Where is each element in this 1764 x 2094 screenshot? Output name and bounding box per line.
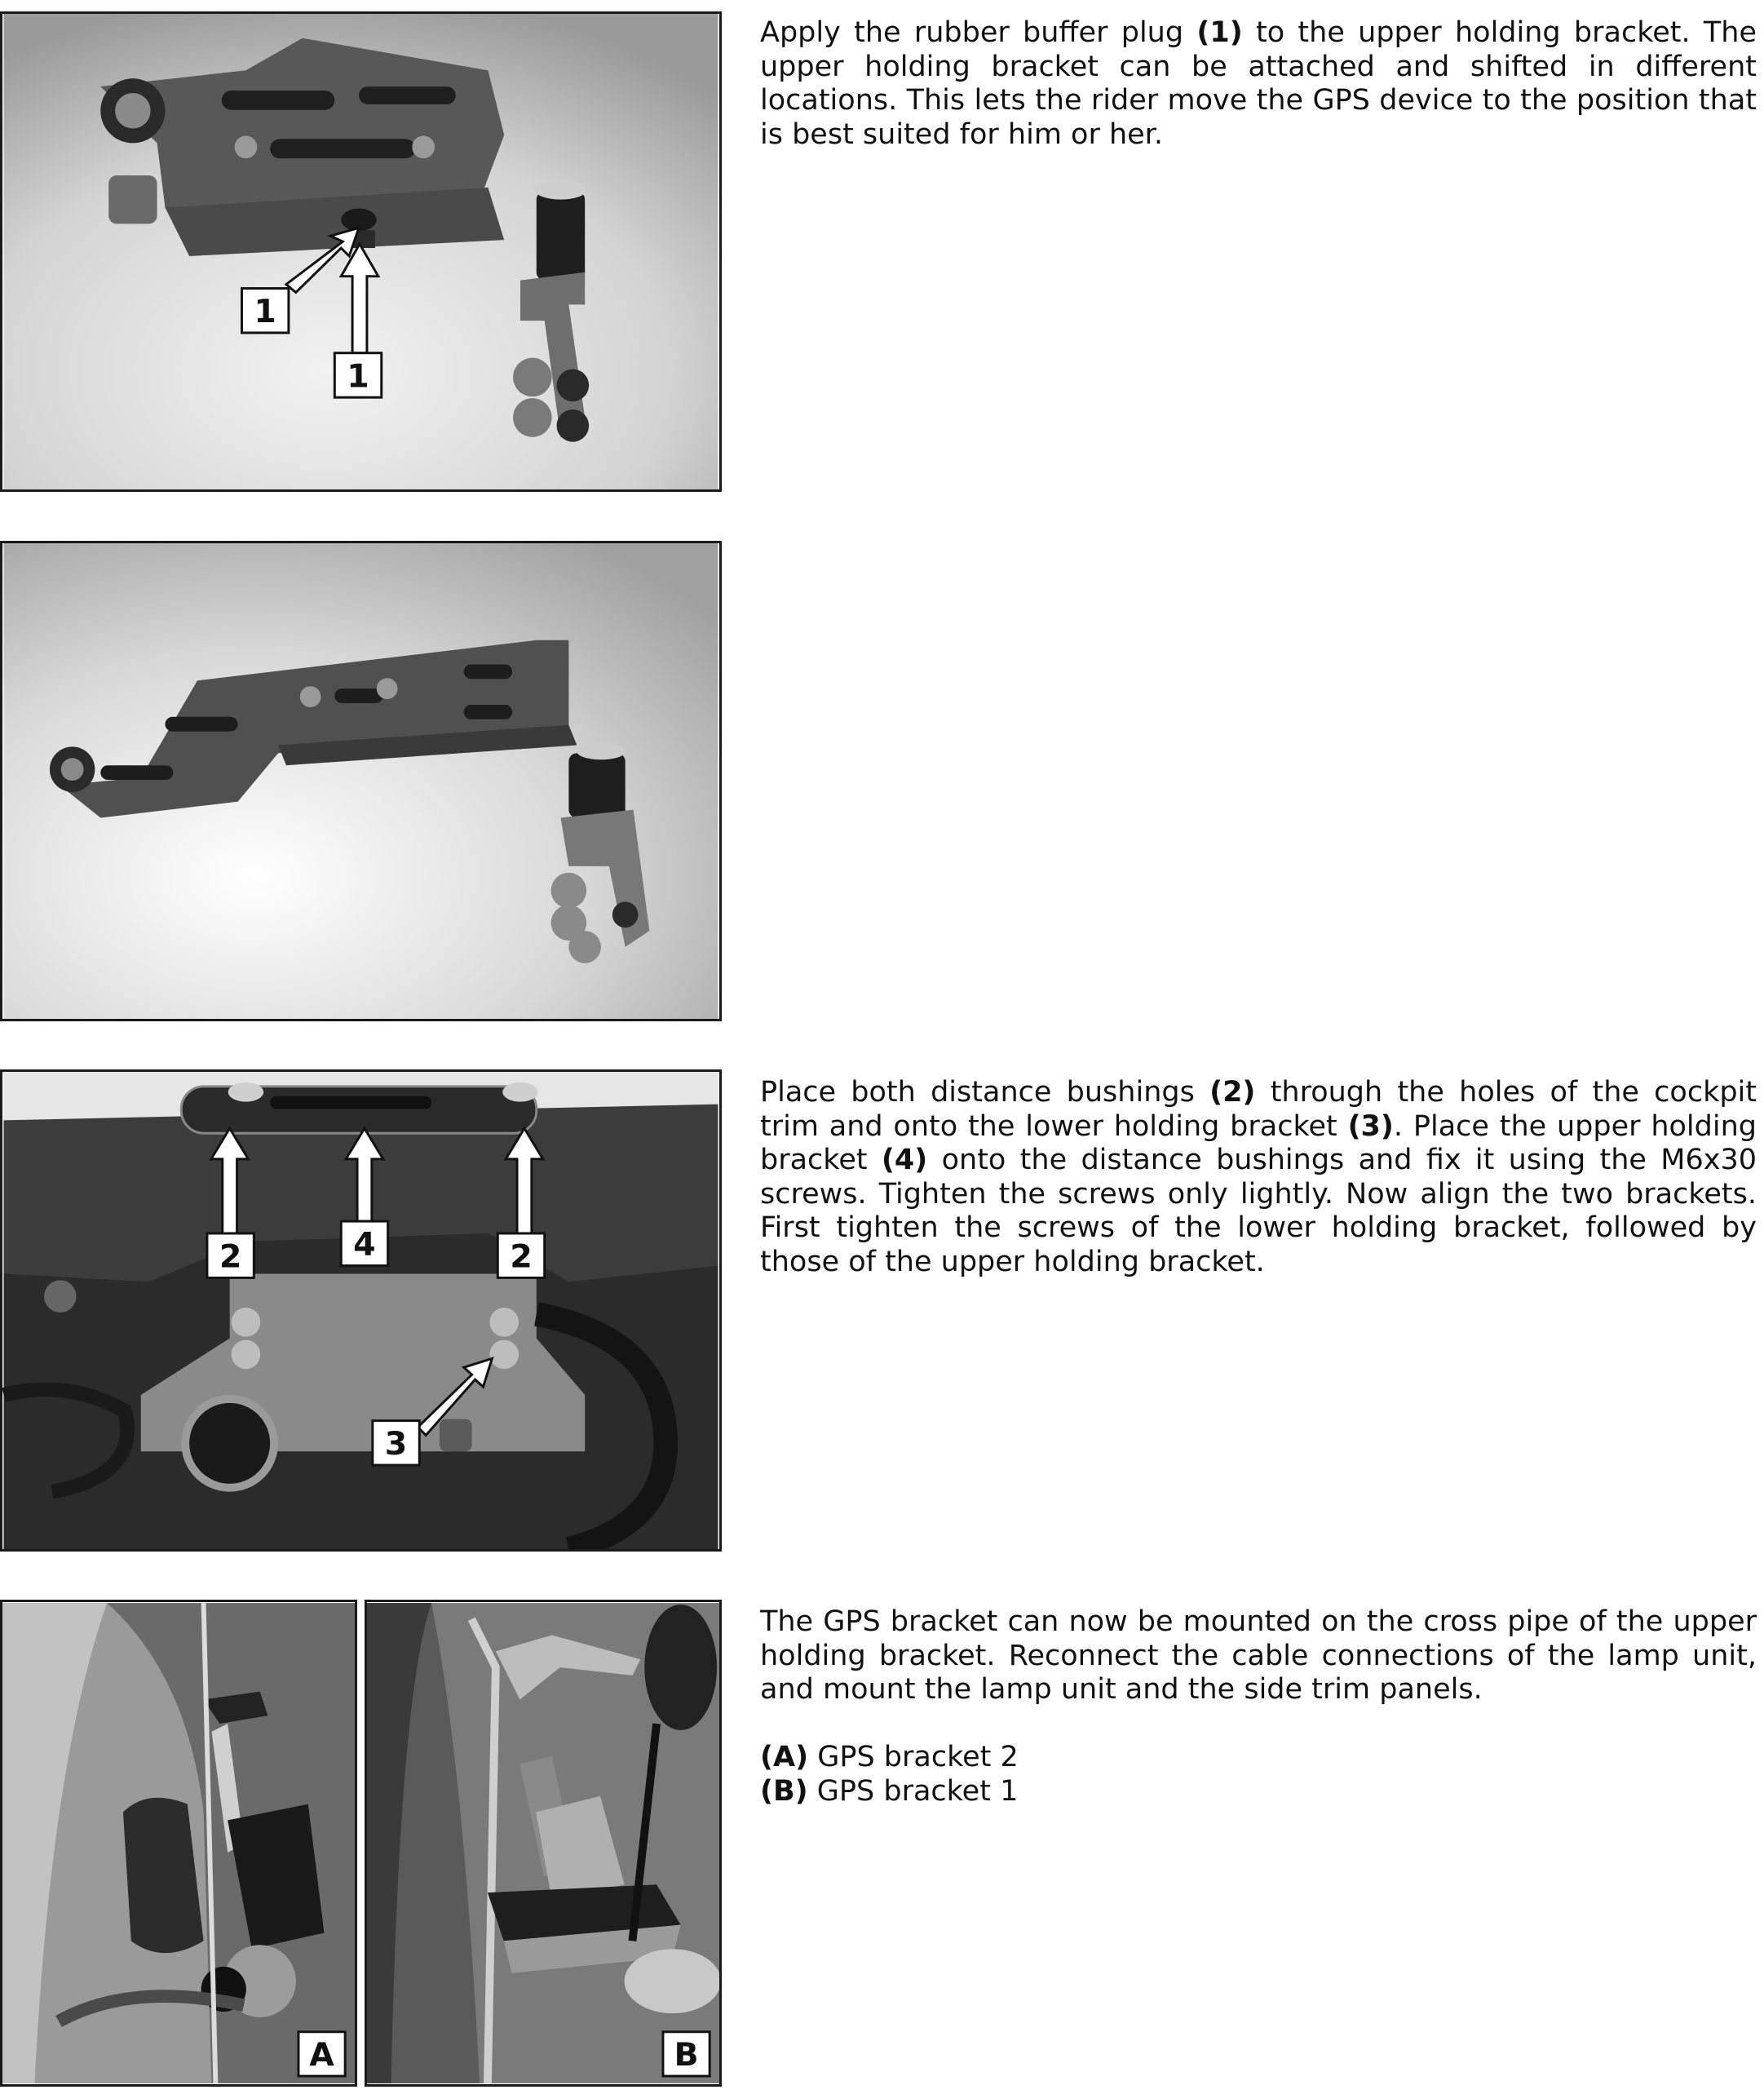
instruction-paragraph — [760, 1605, 1757, 1707]
callout-3 — [373, 1421, 419, 1465]
photo-bracket-side-view — [0, 541, 722, 1021]
ref-number-1: (1) — [1196, 16, 1243, 49]
instruction-gps-mount — [760, 1605, 1757, 1808]
bracket-photo-3 — [2, 1072, 719, 1549]
bracket-photo-4a — [2, 1602, 355, 2084]
bracket-photo-4b — [367, 1602, 719, 2084]
legend-text-b: GPS bracket 1 — [807, 1774, 1019, 1808]
instruction-distance-bushings — [760, 1076, 1757, 1279]
legend-text-a: GPS bracket 2 — [808, 1741, 1019, 1773]
photo-gps-bracket-a — [0, 1600, 357, 2087]
callout-2b — [497, 1233, 544, 1277]
callout-2a — [207, 1233, 254, 1277]
instruction-buffer-plug — [760, 16, 1757, 152]
ref-number-2: (2) — [1209, 1076, 1256, 1109]
bracket-photo-1 — [2, 14, 719, 489]
ref-number-3: (3) — [1347, 1109, 1394, 1143]
legend-item-b — [760, 1775, 1757, 1809]
legend-key-b: (B) — [760, 1774, 808, 1808]
legend-key-a: (A) — [760, 1741, 809, 1773]
text-segment: to the upper holding bracket. The upper holding bracket can be attached and shifted in different locations. This lets the rider move the GPS device to the position that is best suited for him or her. — [760, 16, 1757, 151]
ref-number-4: (4) — [881, 1144, 928, 1176]
legend-item-a — [760, 1741, 1757, 1775]
text-segment: Apply the rubber buffer plug — [760, 16, 1197, 49]
text-segment: through the holes of the cockpit trim and onto the lower holding bracket — [760, 1076, 1757, 1143]
svg-text:3: 3 — [384, 1425, 408, 1463]
instruction-paragraph — [760, 1076, 1757, 1279]
svg-text:4: 4 — [353, 1225, 376, 1264]
callout-1b — [334, 353, 381, 397]
photo-cockpit-assembly — [0, 1069, 722, 1552]
text-segment: Place both distance bushings — [760, 1076, 1210, 1109]
svg-text:1: 1 — [347, 357, 369, 396]
callout-4 — [341, 1221, 387, 1265]
svg-text:B: B — [674, 2036, 699, 2074]
svg-text:1: 1 — [254, 293, 276, 331]
text-segment: onto the distance bushings and fix it using the M6x30 screws. Tighten the screws only lightly. Now align the two brackets. First tighten the screws of the lower holding bracket, followed by those of the upper holding bracket. — [760, 1144, 1757, 1278]
text-segment: The GPS bracket can now be mounted on the cross pipe of the upper holding bracket. Reconnect the cable connections of the lamp unit, and mount the lamp unit and the side trim panels. — [760, 1605, 1757, 1706]
callout-1a — [242, 289, 289, 333]
svg-text:A: A — [309, 2036, 334, 2074]
instruction-paragraph — [760, 16, 1757, 152]
svg-text:2: 2 — [510, 1237, 533, 1276]
photo-gps-bracket-b — [365, 1600, 722, 2087]
text-segment: . Place the upper holding bracket — [760, 1109, 1757, 1176]
svg-text:2: 2 — [219, 1237, 242, 1276]
photo-upper-bracket-buffer — [0, 11, 722, 492]
bracket-photo-2 — [2, 543, 719, 1019]
callout-A — [298, 2032, 345, 2076]
callout-B — [663, 2032, 710, 2076]
